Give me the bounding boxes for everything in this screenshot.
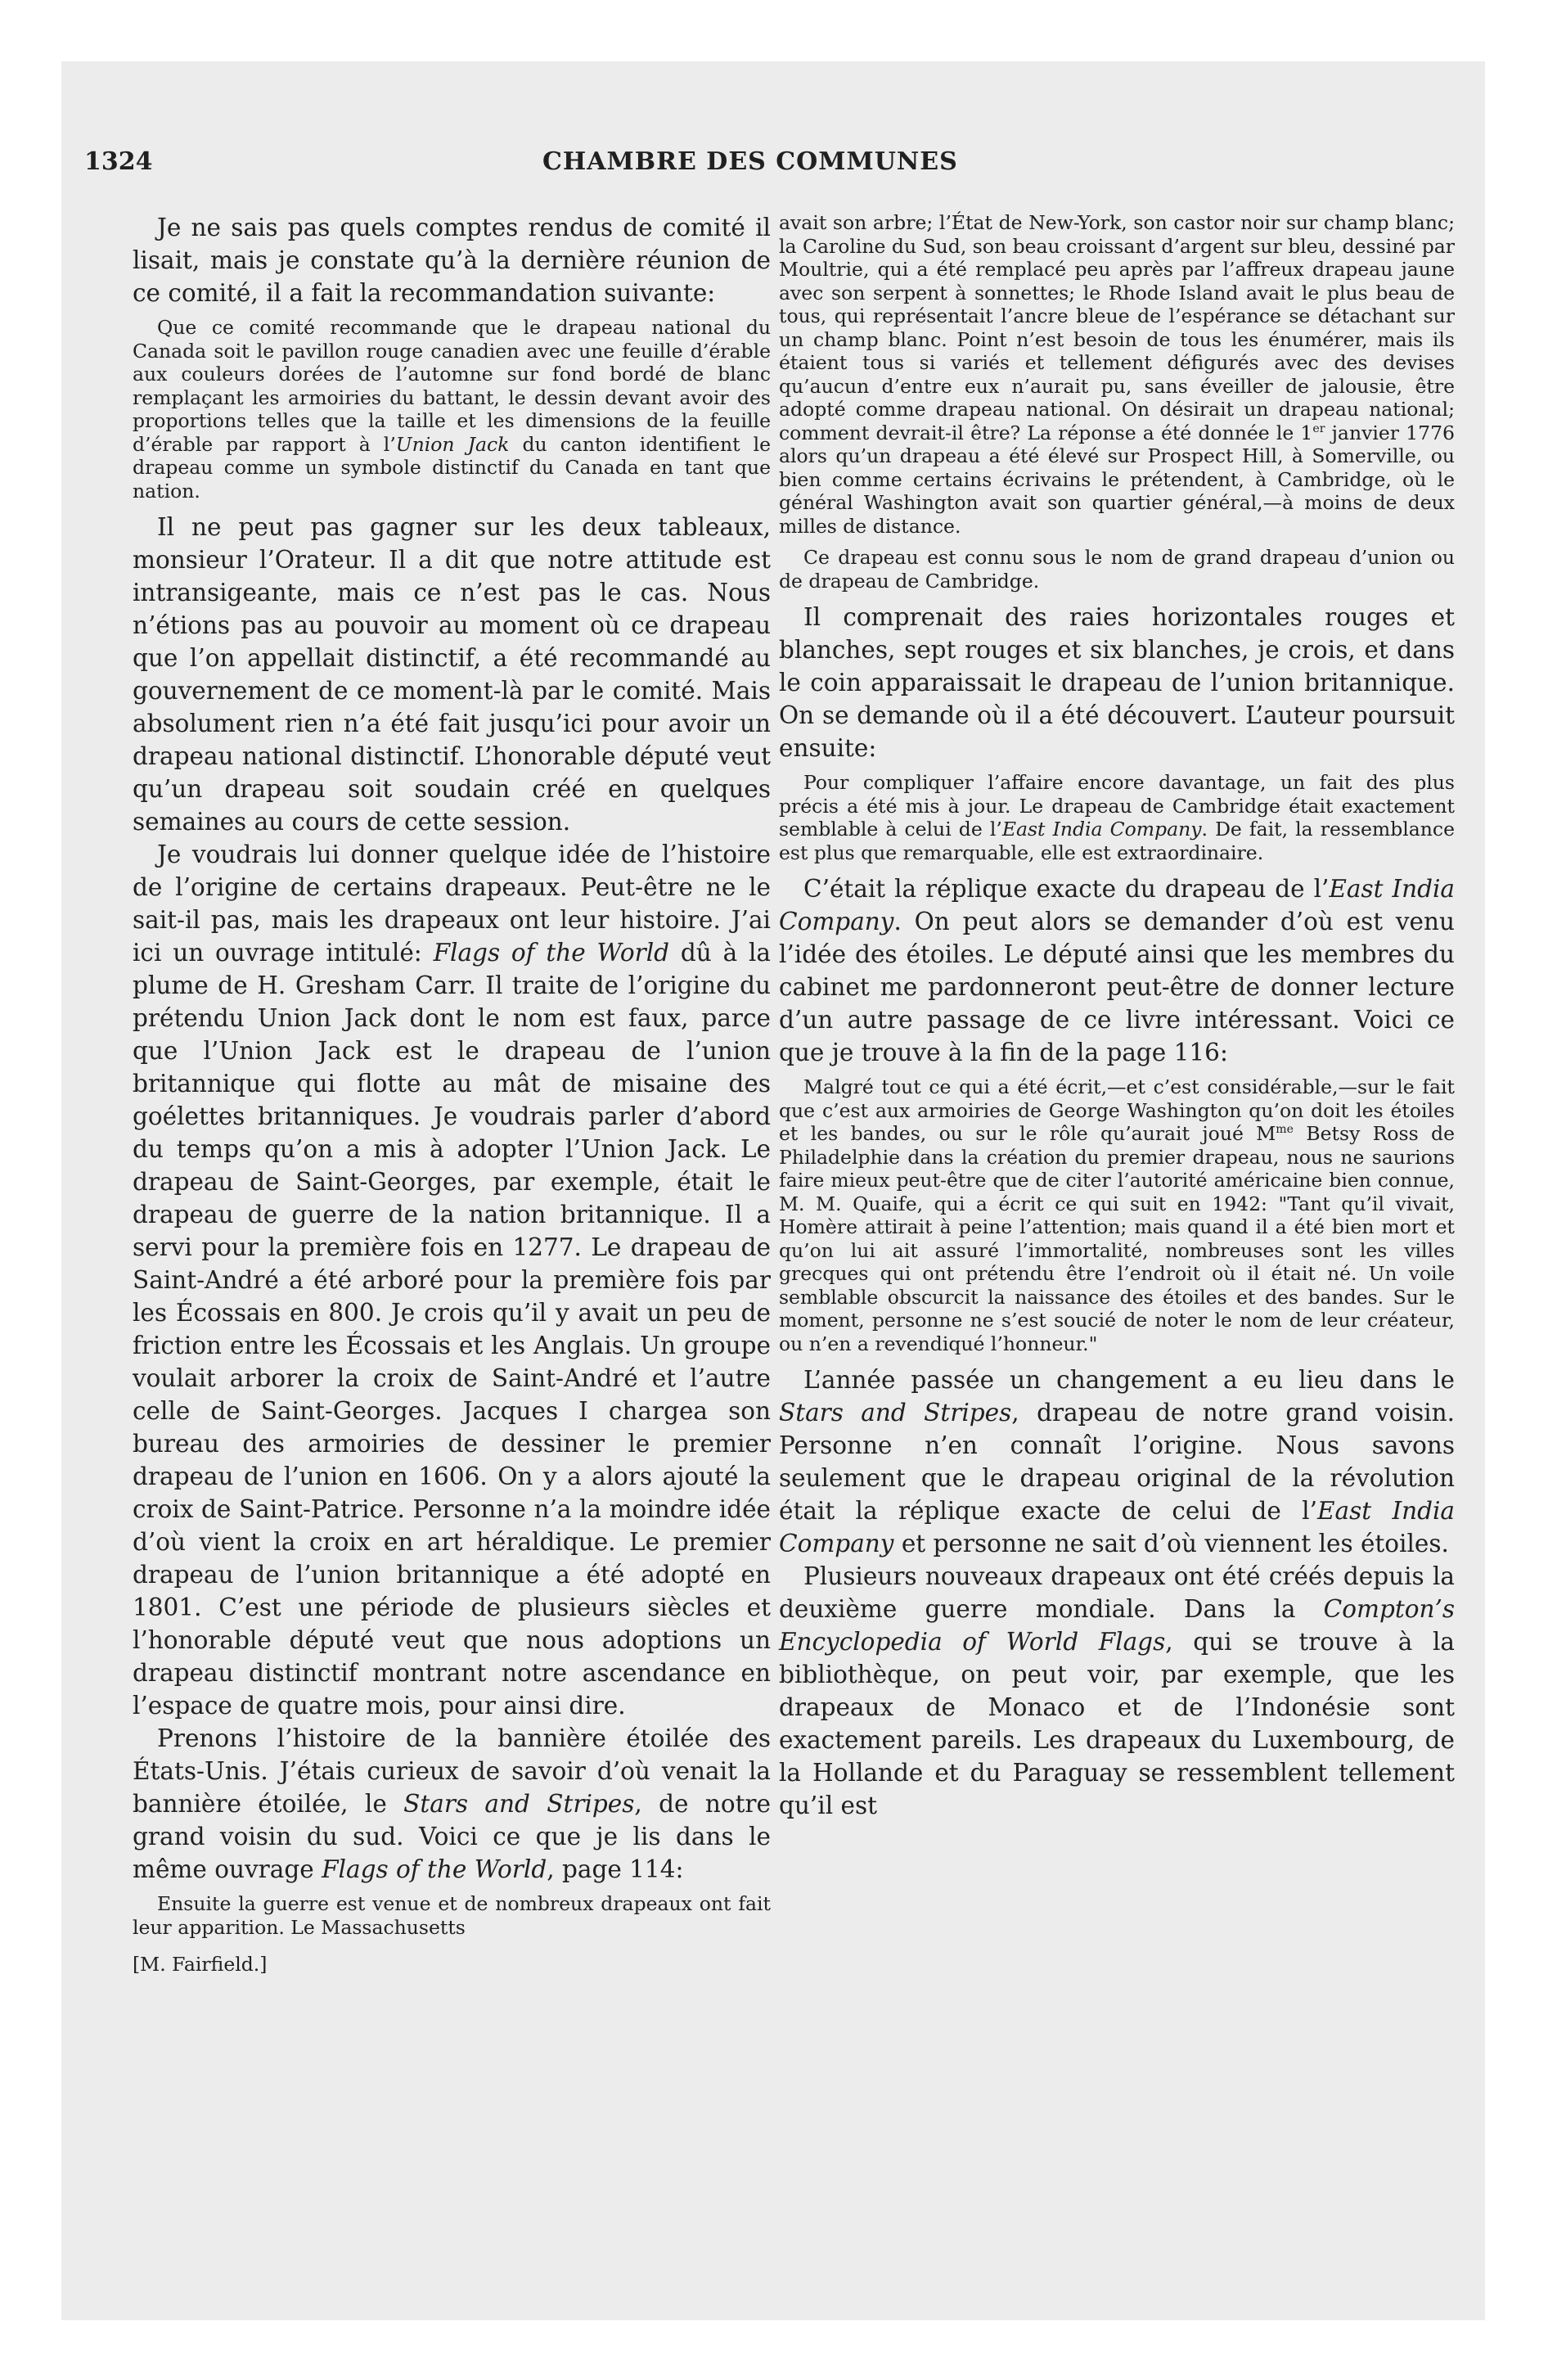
running-title: CHAMBRE DES COMMUNES	[542, 147, 958, 176]
quotation: Pour compliquer l’affaire encore davantage, un fait des plus précis a été mis à jour. Le drapeau de Cambridge était exactement semblable à celui de l’East India Company. De fait, la ressemblance est plus que remarquable, elle est extraordinaire.	[779, 771, 1455, 864]
right-column	[779, 211, 1455, 1822]
speaker-note: [M. Fairfield.]	[133, 1953, 268, 1976]
paragraph: Je ne sais pas quels comptes rendus de comité il lisait, mais je constate qu’à la dernière réunion de ce comité, il a fait la recommandation suivante:	[133, 214, 771, 307]
paragraph: Il ne peut pas gagner sur les deux tableaux, monsieur l’Orateur. Il a dit que notre attitude est intransigeante, mais ce n’est pas le cas. Nous n’étions pas au pouvoir au moment où ce drapeau que l’on appellait distinctif, a été recommandé au gouvernement de ce moment-là par le comité. Mais absolument rien n’a été fait jusqu’ici pour avoir un drapeau national distinctif. L’honorable député veut qu’un drapeau soit soudain créé en quelques semaines au cours de cette session.	[133, 513, 771, 836]
quotation-continued: avait son arbre; l’État de New-York, son castor noir sur champ blanc; la Caroline du Sud, son beau croissant d’argent sur bleu, dessiné par Moultrie, qui a été remplacé peu après par l’affreux drapeau jaune avec son serpent à sonnettes; le Rhode Island avait le plus beau de tous, qui représentait l’ancre bleue de l’espérance se détachant sur un champ blanc. Point n’est besoin de tous les énumérer, mais ils étaient tous si variés et tellement défigurés avec des devises qu’aucun d’entre eux n’aurait pu, sans éveiller de jalousie, être adopté comme drapeau national. On désirait un drapeau national; comment devrait-il être? La réponse a été donnée le 1er janvier 1776 alors qu’un drapeau a été élevé sur Prospect Hill, à Somerville, ou bien comme certains écrivains le prétendent, à Cambridge, où le général Washington avait son quartier général,—à moins de deux milles de distance.	[779, 211, 1455, 538]
page-number: 1324	[84, 147, 153, 176]
page-header	[84, 147, 1459, 183]
paragraph: L’année passée un changement a eu lieu dans le Stars and Stripes, drapeau de notre grand voisin. Personne n’en connaît l’origine. Nous savons seulement que le drapeau original de la révolution était la réplique exacte de celui de l’East India Company et personne ne sait d’où viennent les étoiles.	[779, 1366, 1455, 1557]
paragraph: Plusieurs nouveaux drapeaux ont été créés depuis la deuxième guerre mondiale. Dans la Compton’s Encyclopedia of World Flags, qui se trouve à la bibliothèque, on peut voir, par exemple, que les drapeaux de Monaco et de l’Indonésie sont exactement pareils. Les drapeaux du Luxembourg, de la Hollande et du Paraguay se ressemblent tellement qu’il est	[779, 1562, 1455, 1819]
paragraph: C’était la réplique exacte du drapeau de l’East India Company. On peut alors se demander d’où est venu l’idée des étoiles. Le député ainsi que les membres du cabinet me pardonneront peut-être de donner lecture d’un autre passage de ce livre intéressant. Voici ce que je trouve à la fin de la page 116:	[779, 875, 1455, 1066]
paragraph: Je voudrais lui donner quelque idée de l’histoire de l’origine de certains drapeaux. Peut-être ne le sait-il pas, mais les drapeaux ont leur histoire. J’ai ici un ouvrage intitulé: Flags of the World dû à la plume de H. Gresham Carr. Il traite de l’origine du prétendu Union Jack dont le nom est faux, parce que l’Union Jack est le drapeau de l’union britannique qui flotte au mât de misaine des goélettes britanniques. Je voudrais parler d’abord du temps qu’on a mis à adopter l’Union Jack. Le drapeau de Saint-Georges, par exemple, était le drapeau de guerre de la nation britannique. Il a servi pour la première fois en 1277. Le drapeau de Saint-André a été arboré pour la première fois par les Écossais en 800. Je crois qu’il y avait un peu de friction entre les Écossais et les Anglais. Un groupe voulait arborer la croix de Saint-André et l’autre celle de Saint-Georges. Jacques I chargea son bureau des armoiries de dessiner le premier drapeau de l’union en 1606. On y a alors ajouté la croix de Saint-Patrice. Personne n’a la moindre idée d’où vient la croix en art héraldique. Le premier drapeau de l’union britannique a été adopté en 1801. C’est une période de plusieurs siècles et l’honorable député veut que nous adoptions un drapeau distinctif montrant notre ascendance en l’espace de quatre mois, pour ainsi dire.	[133, 841, 772, 1720]
quotation: Ce drapeau est connu sous le nom de grand drapeau d’union ou de drapeau de Cambridge.	[779, 546, 1455, 593]
quotation: Malgré tout ce qui a été écrit,—et c’est considérable,—sur le fait que c’est aux armoiries de George Washington qu’on doit les étoiles et les bandes, ou sur le rôle qu’aurait joué $M^{me}$ Betsy Ross de Philadelphie dans la création du premier drapeau, nous ne saurions faire mieux peut-être que de citer l’autorité américaine bien connue, M. M. Quaife, qui a écrit ce qui suit en 1942: "Tant qu’il vivait, Homère attirait à peine l’attention; mais quand il a été bien mort et qu’on lui ait assuré l’immortalité, nombreuses sont les villes grecques qui ont prétendu être l’endroit où il était né. Un voile semblable obscurcit la naissance des étoiles et des bandes. Sur le moment, personne ne s’est soucié de noter le nom de leur créateur, ou n’en a revendiqué l’honneur."	[779, 1075, 1455, 1355]
paragraph: Il comprenait des raies horizontales rouges et blanches, sept rouges et six blanches, je crois, et dans le coin apparaissait le drapeau de l’union britannique. On se demande où il a été découvert. L’auteur poursuit ensuite:	[779, 603, 1455, 762]
left-column	[133, 211, 771, 1977]
paragraph: Prenons l’histoire de la bannière étoilée des États-Unis. J’étais curieux de savoir d’où venait la bannière étoilée, le Stars and Stripes, de notre grand voisin du sud. Voici ce que je lis dans le même ouvrage Flags of the World, page 114:	[133, 1724, 771, 1883]
quotation: Ensuite la guerre est venue et de nombreux drapeaux ont fait leur apparition. Le Massachusetts	[133, 1892, 771, 1939]
quotation: Que ce comité recommande que le drapeau national du Canada soit le pavillon rouge canadien avec une feuille d’érable aux couleurs dorées de l’automne sur fond bordé de blanc remplaçant les armoiries du battant, le dessin devant avoir des proportions telles que la taille et les dimensions de la feuille d’érable par rapport à l’Union Jack du canton identifient le drapeau comme un symbole distinctif du Canada en tant que nation.	[133, 316, 772, 503]
